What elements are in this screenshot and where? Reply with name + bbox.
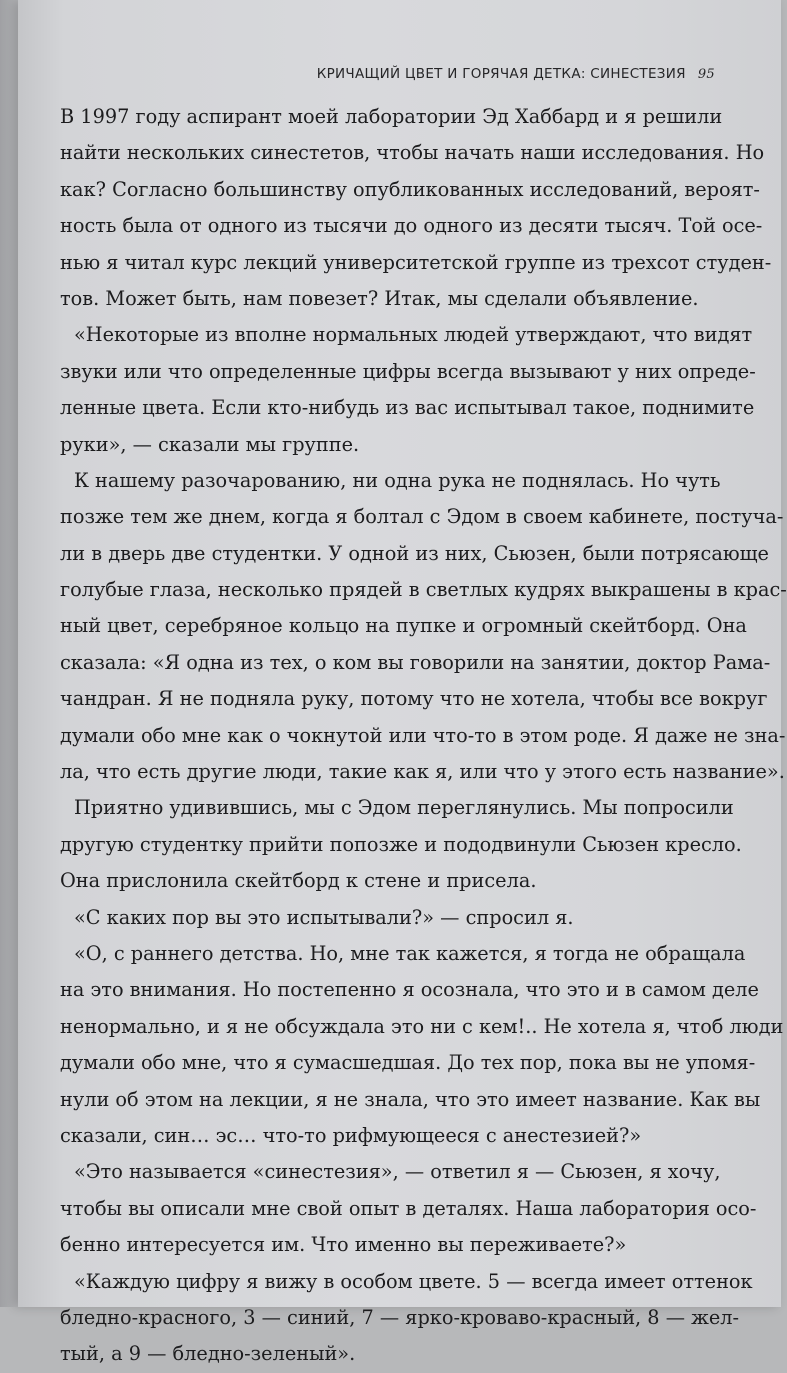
text-line: ленные цвета. Если кто-нибудь из вас испытывал такое, поднимите [60, 396, 755, 420]
page-number: 95 [697, 67, 715, 82]
paragraph [60, 900, 712, 936]
paragraph [60, 936, 784, 1154]
text-line: ла, что есть другие люди, такие как я, или что у этого есть название». [60, 760, 785, 784]
text-line: Приятно удивившись, мы с Эдом переглянулись. Мы попросили [74, 796, 734, 820]
text-line: голубые глаза, несколько прядей в светлых кудрях выкрашены в крас- [60, 578, 787, 602]
text-line: чандран. Я не подняла руку, потому что не хотела, чтобы все вокруг [60, 687, 768, 711]
text-line: Она прислонила скейтборд к стене и присела. [60, 869, 537, 893]
text-line: тов. Может быть, нам повезет? Итак, мы сделали объявление. [60, 286, 699, 310]
text-line: звуки или что определенные цифры всегда вызывают у них опреде- [60, 359, 756, 383]
text-line: В 1997 году аспирант моей лаборатории Эд Хаббард и я решили [60, 105, 723, 128]
text-line: «Это называется «синестезия», — ответил я — Сьюзен, я хочу, [74, 1160, 721, 1184]
text-line: бенно интересуется им. Что именно вы переживаете?» [60, 1233, 627, 1257]
text-line: найти нескольких синестетов, чтобы начать наши исследования. Но [60, 141, 765, 165]
page-gutter-shadow [0, 0, 18, 1307]
text-line: ненормально, и я не обсуждала это ни с кем!.. Не хотела я, чтоб люди [60, 1014, 784, 1038]
text-line: ность была от одного из тысячи до одного из десяти тысяч. Той осе- [60, 214, 763, 238]
text-line: К нашему разочарованию, ни одна рука не поднялась. Но чуть [74, 468, 721, 492]
text-line: «Каждую цифру я вижу в особом цвете. 5 — всегда имеет оттенок [74, 1269, 753, 1293]
text-line: думали обо мне как о чокнутой или что-то в этом роде. Я даже не зна- [60, 723, 786, 747]
text-line: нули об этом на лекции, я не знала, что это имеет название. Как вы [60, 1087, 761, 1111]
text-line: ли в дверь две студентки. У одной из них, Сьюзен, были потрясающе [60, 541, 769, 565]
text-line: бледно-красного, 3 — синий, 7 — ярко-кроваво-красный, 8 — жел- [60, 1305, 740, 1329]
text-line: сказала: «Я одна из тех, о ком вы говорили на занятии, доктор Рама- [60, 650, 771, 674]
running-title: КРИЧАЩИЙ ЦВЕТ И ГОРЯЧАЯ ДЕТКА: СИНЕСТЕЗИЯ [316, 66, 686, 82]
paragraph [60, 790, 742, 899]
paragraph [60, 1154, 757, 1263]
text-line: как? Согласно большинству опубликованных исследований, вероят- [60, 177, 760, 201]
text-line: думали обо мне, что я сумасшедшая. До тех пор, пока вы не упомя- [60, 1051, 756, 1075]
text-line: другую студентку прийти попозже и пододвинули Сьюзен кресло. [60, 832, 742, 856]
text-line: «О, с раннего детства. Но, мне так кажется, я тогда не обращала [74, 941, 746, 965]
text-line: «Некоторые из вполне нормальных людей утверждают, что видят [74, 323, 753, 347]
text-line: сказали, син… эс… что-то рифмующееся с анестезией?» [60, 1123, 642, 1147]
running-head [317, 66, 715, 82]
paragraph [60, 1264, 753, 1373]
paragraph [60, 463, 787, 791]
paragraph [60, 99, 772, 317]
paragraph [60, 317, 756, 463]
text-line: руки», — сказали мы группе. [60, 432, 360, 456]
body-text [60, 99, 787, 1373]
text-line: нью я читал курс лекций университетской группе из трехсот студен- [60, 250, 772, 274]
text-line: «С каких пор вы это испытывали?» — спросил я. [74, 905, 574, 929]
text-line: чтобы вы описали мне свой опыт в деталях. Наша лаборатория осо- [60, 1196, 757, 1220]
text-line: тый, а 9 — бледно-зеленый». [60, 1342, 356, 1366]
text-line: позже тем же днем, когда я болтал с Эдом в своем кабинете, постуча- [60, 505, 784, 529]
text-line: ный цвет, серебряное кольцо на пупке и огромный скейтборд. Она [60, 614, 747, 638]
text-line: на это внимания. Но постепенно я осознала, что это и в самом деле [60, 978, 759, 1002]
